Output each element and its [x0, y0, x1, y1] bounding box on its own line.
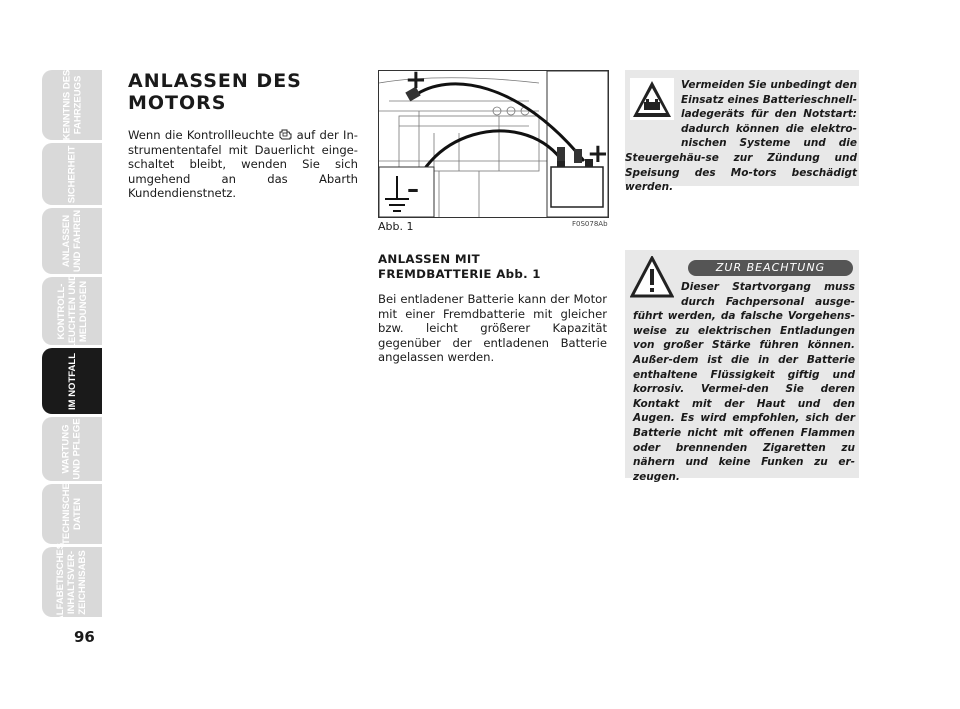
page-number: 96 — [74, 628, 95, 646]
plus-right-label: + — [587, 139, 609, 169]
tab-alfabetisches-inhaltsverzeichnis[interactable] — [42, 542, 102, 622]
subsection-heading: ANLASSEN MIT FREMDBATTERIE Abb. 1 — [378, 252, 541, 281]
intro-text-start: Wenn die Kontrollleuchte — [128, 128, 279, 142]
tab-anlassen-und-fahren[interactable] — [42, 208, 102, 274]
tab-im-notfall[interactable] — [42, 348, 102, 414]
warning-box — [625, 70, 859, 194]
tab-kenntnis-des-fahrzeugs[interactable] — [42, 70, 102, 140]
tab-label: WARTUNG UND PFLEGE — [61, 418, 84, 480]
tab-label: ANLASSEN UND FAHREN — [61, 209, 83, 273]
section-title: ANLASSEN DES MOTORS — [128, 70, 302, 114]
icon-spacer — [625, 78, 681, 136]
plus-top-label: + — [405, 65, 427, 95]
note-text: Dieser Startvorgang muss durch Fachpersonal ausge-führt werden, da falsche Vorgehens-weise zu elektrischen Entladungen von großer Stärke führen können. Außer-dem ist die in der Batterie enthaltene Flüssigkeit giftig und korrosiv. Vermei-den Sie deren Kontakt mit der Haut und den Augen. Es wird empfohlen, sich der Batterie nicht mit offenen Flammen oder brennenden Zigaretten zu nähern und keine Funken zu er-zeugen. — [633, 281, 855, 483]
jump-start-figure — [378, 65, 609, 218]
tab-label: KENNTNIS DES FAHRZEUGS — [61, 69, 84, 141]
subsection-paragraph: Bei entladener Batterie kann der Motor mit einer Fremdbatterie mit gleicher bzw. leicht größerer Kapazität gegenüber der entladenen Batterie angelassen werden. — [378, 292, 607, 364]
engine-warning-icon — [278, 128, 292, 141]
warning-text-body: Vermeiden Sie unbedingt den Einsatz eines Batterieschnell-ladegeräts für den Notstart: dadurch können die elektro-nischen Systeme und die Steuergehäu-se zur Zündung und Speisung des Mo-tors beschädigt werden. — [625, 79, 857, 194]
tab-kontrollleuchten-und-meldungen[interactable] — [42, 273, 102, 349]
tab-label: KONTROLL- LEUCHTEN UND MELDUNGEN — [55, 273, 89, 349]
figure-code: F0S078Ab — [572, 220, 608, 228]
note-header: ZUR BEACHTUNG — [688, 260, 853, 276]
tab-label: TECHNISCHE DATEN — [61, 483, 84, 545]
tab-label: ALFABETISCHES INHALTSVER- ZEICHNISABS — [55, 542, 89, 622]
figure-caption: Abb. 1 — [378, 220, 414, 233]
intro-text-end: auf der In-strumententafel mit Dauerlicht einge-schaltet bleibt, wenden Sie sich umgehend an das Abarth Kundendienstnetz. — [128, 128, 358, 200]
icon-spacer — [633, 280, 681, 309]
tab-label: SICHERHEIT — [66, 145, 78, 203]
intro-paragraph — [128, 128, 358, 201]
tab-technische-daten[interactable] — [42, 484, 102, 544]
tab-wartung-und-pflege[interactable] — [42, 417, 102, 481]
tab-sicherheit[interactable] — [42, 143, 102, 205]
note-box — [625, 250, 859, 483]
warning-text — [625, 78, 857, 195]
tab-label: IM NOTFALL — [66, 352, 78, 410]
minus-label: – — [407, 175, 419, 203]
